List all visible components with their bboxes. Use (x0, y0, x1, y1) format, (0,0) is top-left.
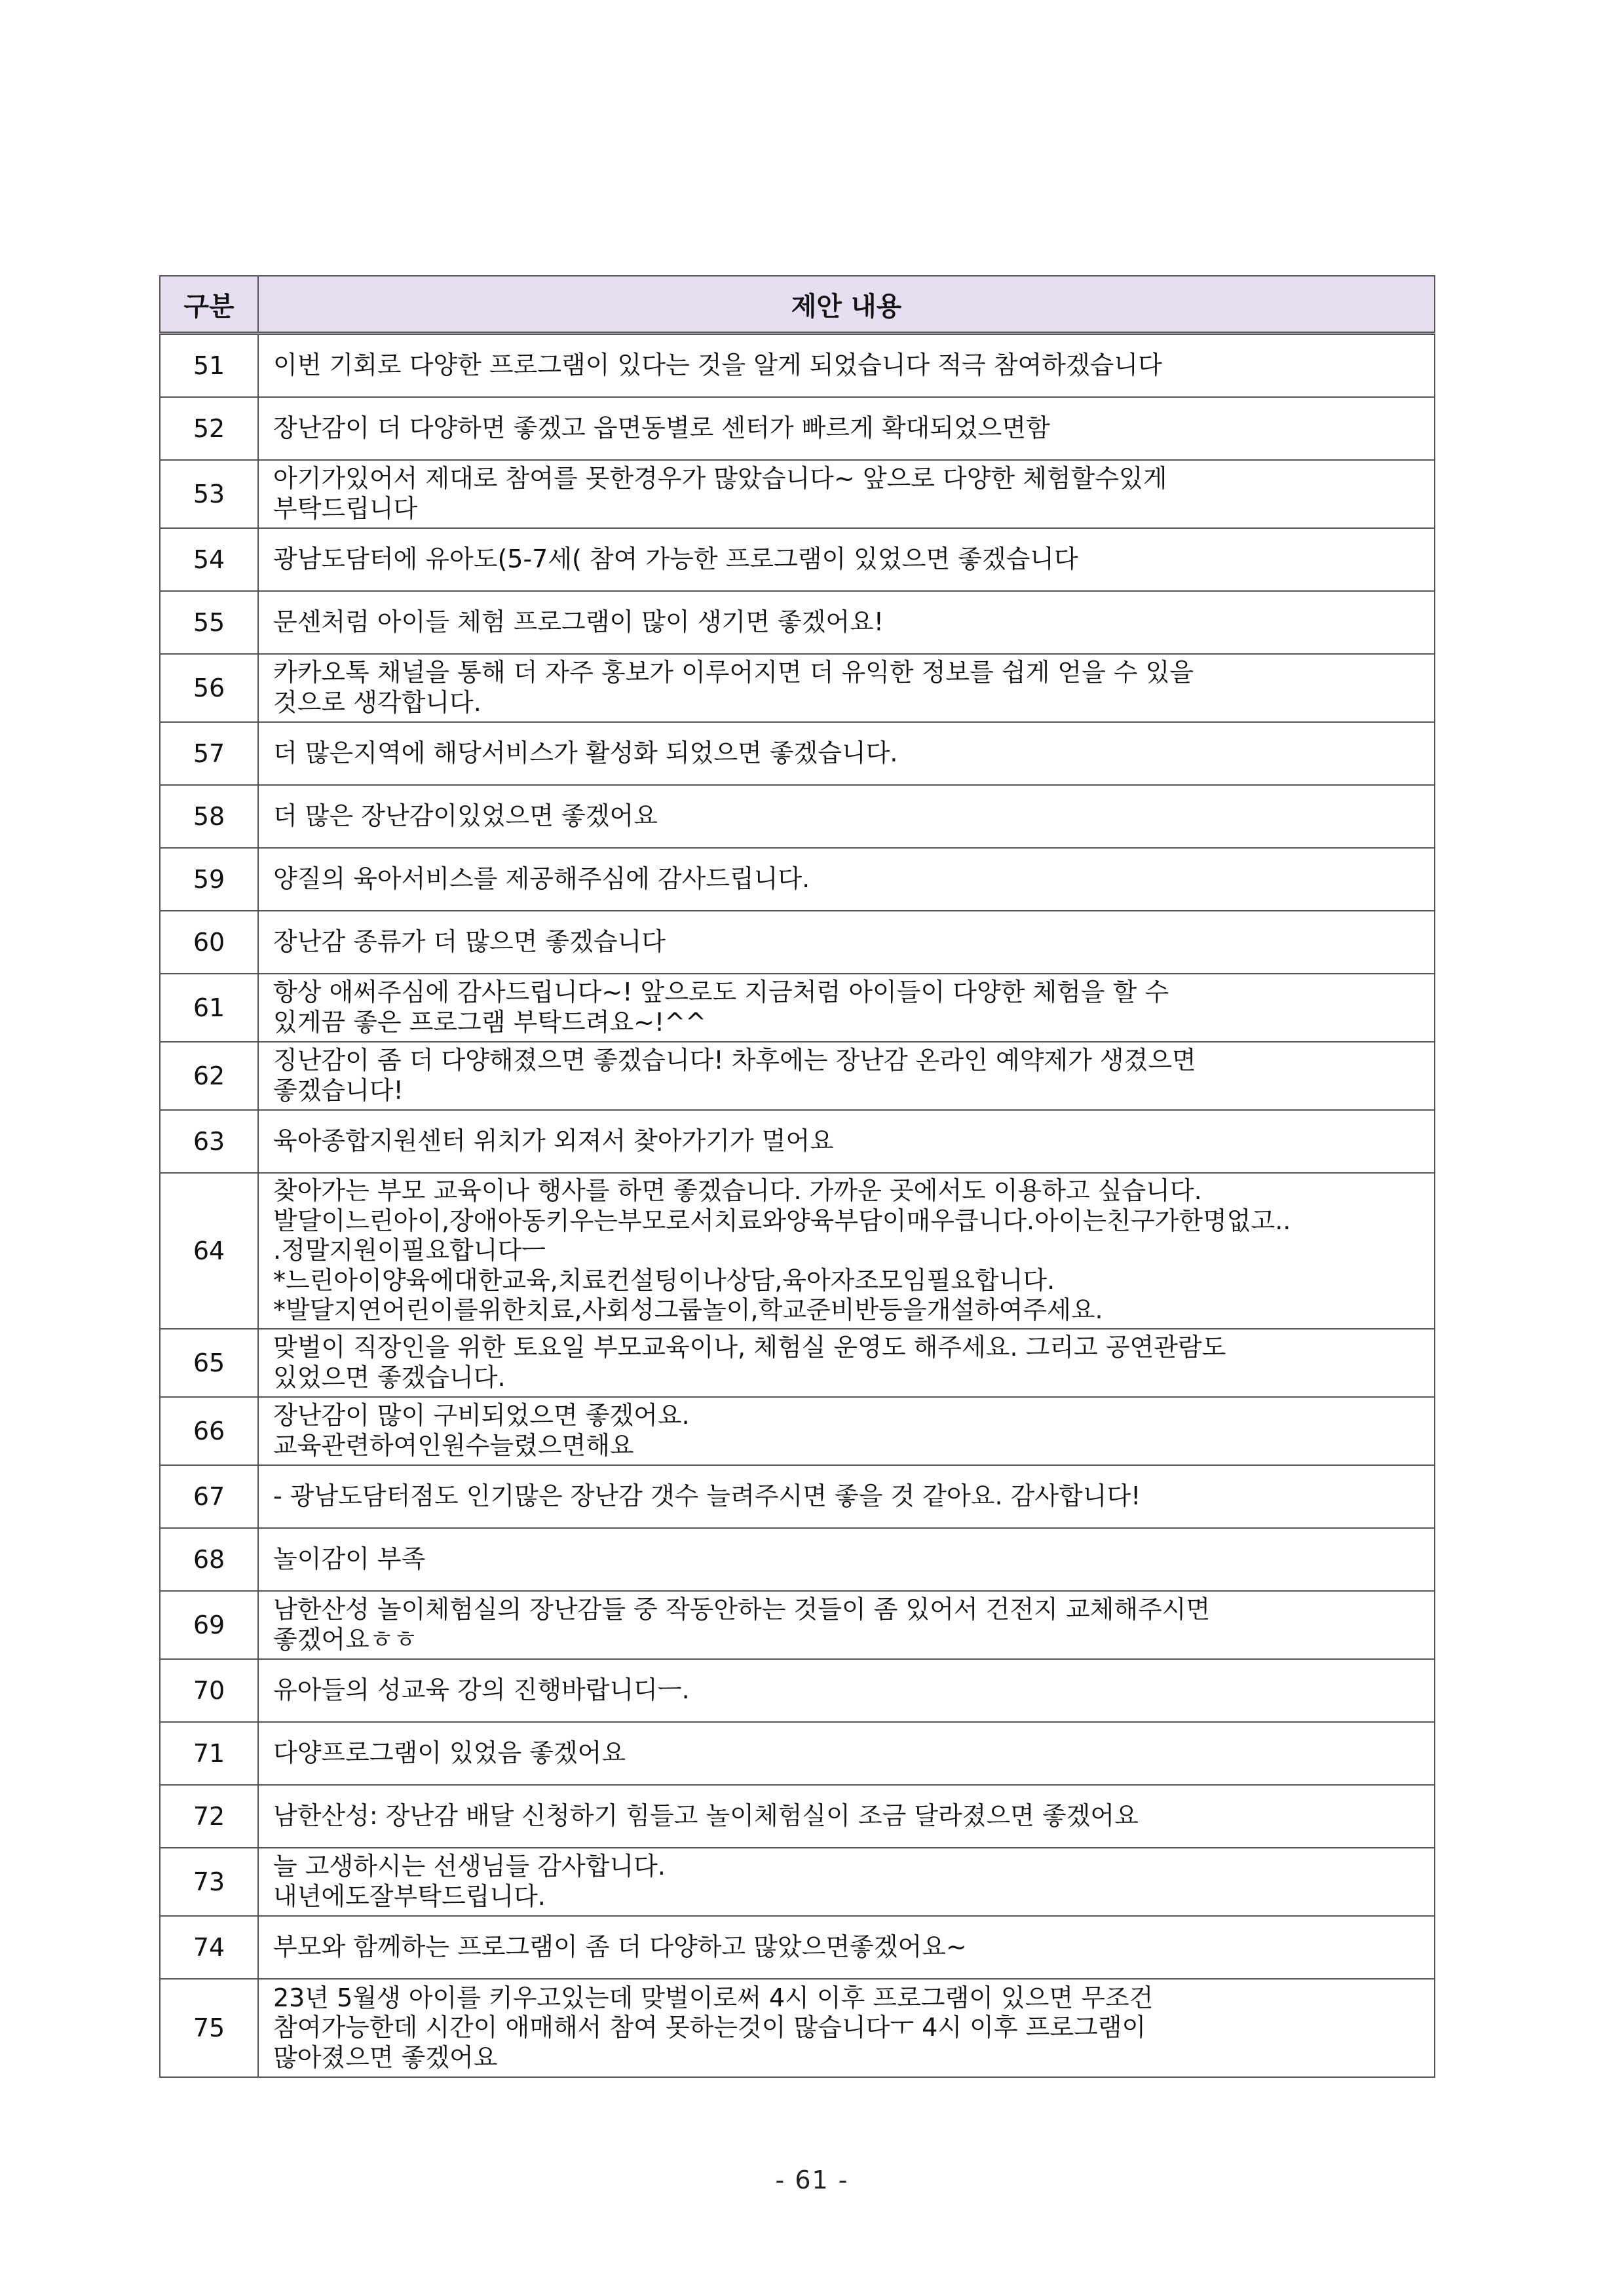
row-number: 57 (160, 722, 258, 785)
table-row (160, 1848, 1435, 1916)
header-suggestion: 제안 내용 (258, 276, 1435, 334)
row-text: 23년 5월생 아이를 키우고있는데 맞벌이로써 4시 이후 프로그램이 있으면 무조건 참여가능한데 시간이 애매해서 참여 못하는것이 많습니다ㅜ 4시 이후 프로그램이 많아졌으면 좋겠어요 (258, 1979, 1435, 2077)
table-row (160, 1465, 1435, 1528)
row-text: 장난감 종류가 더 많으면 좋겠습니다 (258, 911, 1435, 974)
table-row (160, 974, 1435, 1042)
page-number: - 61 - (775, 2166, 849, 2194)
suggestion-table (159, 275, 1435, 2078)
row-number: 56 (160, 654, 258, 722)
row-text: 아기가있어서 제대로 참여를 못한경우가 많았습니다~ 앞으로 다양한 체험할수있게 부탁드립니다 (258, 460, 1435, 528)
table-row (160, 334, 1435, 398)
row-number: 74 (160, 1916, 258, 1979)
row-text: 늘 고생하시는 선생님들 감사합니다. 내년에도잘부탁드립니다. (258, 1848, 1435, 1916)
row-number: 68 (160, 1528, 258, 1591)
row-number: 66 (160, 1397, 258, 1465)
row-text: 항상 애써주심에 감사드립니다~! 앞으로도 지금처럼 아이들이 다양한 체험을 할 수 있게끔 좋은 프로그램 부탁드려요~!^^ (258, 974, 1435, 1042)
row-number: 73 (160, 1848, 258, 1916)
row-text: 다양프로그램이 있었음 좋겠어요 (258, 1722, 1435, 1785)
header-category: 구분 (160, 276, 258, 334)
row-text: 더 많은 장난감이있었으면 좋겠어요 (258, 785, 1435, 848)
table-header-row (160, 276, 1435, 334)
row-text: 찾아가는 부모 교육이나 행사를 하면 좋겠습니다. 가까운 곳에서도 이용하고 싶습니다. 발달이느린아이,장애아동키우는부모로서치료와양육부담이매우큽니다.아이는친구가한명없고.. .정말지원이필요합니다ㅡ *느린아이양육에대한교육,치료컨설팅이나상담,육아자조모임필요합니다. *발달지연어린이를위한치료,사회성그룹놀이,학교준비반등을개설하여주세요. (258, 1173, 1435, 1329)
row-text: 더 많은지역에 해당서비스가 활성화 되었으면 좋겠습니다. (258, 722, 1435, 785)
table-row (160, 528, 1435, 591)
table-row (160, 1110, 1435, 1173)
table-row (160, 1042, 1435, 1110)
row-text: 양질의 육아서비스를 제공해주심에 감사드립니다. (258, 848, 1435, 911)
table-row (160, 1979, 1435, 2077)
row-text: 장난감이 더 다양하면 좋겠고 읍면동별로 센터가 빠르게 확대되었으면함 (258, 397, 1435, 460)
table-row (160, 722, 1435, 785)
row-number: 67 (160, 1465, 258, 1528)
row-number: 75 (160, 1979, 258, 2077)
row-number: 64 (160, 1173, 258, 1329)
row-number: 61 (160, 974, 258, 1042)
row-text: - 광남도담터점도 인기많은 장난감 갯수 늘려주시면 좋을 것 같아요. 감사합니다! (258, 1465, 1435, 1528)
row-number: 55 (160, 591, 258, 654)
row-number: 71 (160, 1722, 258, 1785)
row-number: 52 (160, 397, 258, 460)
row-number: 69 (160, 1591, 258, 1659)
row-text: 광남도담터에 유아도(5-7세( 참여 가능한 프로그램이 있었으면 좋겠습니다 (258, 528, 1435, 591)
row-text: 맞벌이 직장인을 위한 토요일 부모교육이나, 체험실 운영도 해주세요. 그리고 공연관람도 있었으면 좋겠습니다. (258, 1329, 1435, 1397)
row-number: 53 (160, 460, 258, 528)
row-text: 놀이감이 부족 (258, 1528, 1435, 1591)
table-row (160, 1173, 1435, 1329)
row-number: 59 (160, 848, 258, 911)
table-row (160, 1329, 1435, 1397)
row-text: 장난감이 많이 구비되었으면 좋겠어요. 교육관련하여인원수늘렸으면해요 (258, 1397, 1435, 1465)
row-number: 63 (160, 1110, 258, 1173)
table-row (160, 654, 1435, 722)
row-number: 72 (160, 1785, 258, 1848)
suggestion-table-container (159, 275, 1435, 2078)
table-row (160, 1722, 1435, 1785)
table-row (160, 1397, 1435, 1465)
row-text: 남한산성 놀이체험실의 장난감들 중 작동안하는 것들이 좀 있어서 건전지 교체해주시면 좋겠어요ㅎㅎ (258, 1591, 1435, 1659)
table-row (160, 911, 1435, 974)
row-text: 부모와 함께하는 프로그램이 좀 더 다양하고 많았으면좋겠어요~ (258, 1916, 1435, 1979)
table-row (160, 1785, 1435, 1848)
row-text: 문센처럼 아이들 체험 프로그램이 많이 생기면 좋겠어요! (258, 591, 1435, 654)
row-number: 58 (160, 785, 258, 848)
table-row (160, 591, 1435, 654)
row-text: 남한산성: 장난감 배달 신청하기 힘들고 놀이체험실이 조금 달라졌으면 좋겠어요 (258, 1785, 1435, 1848)
row-text: 육아종합지원센터 위치가 외져서 찾아가기가 멀어요 (258, 1110, 1435, 1173)
table-row (160, 1659, 1435, 1722)
row-text: 카카오톡 채널을 통해 더 자주 홍보가 이루어지면 더 유익한 정보를 쉽게 얻을 수 있을 것으로 생각합니다. (258, 654, 1435, 722)
row-number: 60 (160, 911, 258, 974)
row-number: 70 (160, 1659, 258, 1722)
table-row (160, 1591, 1435, 1659)
table-row (160, 1528, 1435, 1591)
table-row (160, 1916, 1435, 1979)
table-row (160, 460, 1435, 528)
table-row (160, 397, 1435, 460)
row-number: 62 (160, 1042, 258, 1110)
row-text: 유아들의 성교육 강의 진행바랍니디ㅡ. (258, 1659, 1435, 1722)
row-number: 65 (160, 1329, 258, 1397)
row-text: 이번 기회로 다양한 프로그램이 있다는 것을 알게 되었습니다 적극 참여하겠습니다 (258, 334, 1435, 398)
row-number: 54 (160, 528, 258, 591)
row-text: 징난감이 좀 더 다양해졌으면 좋겠습니다! 차후에는 장난감 온라인 예약제가 생겼으면 좋겠습니다! (258, 1042, 1435, 1110)
table-row (160, 785, 1435, 848)
row-number: 51 (160, 334, 258, 398)
table-row (160, 848, 1435, 911)
